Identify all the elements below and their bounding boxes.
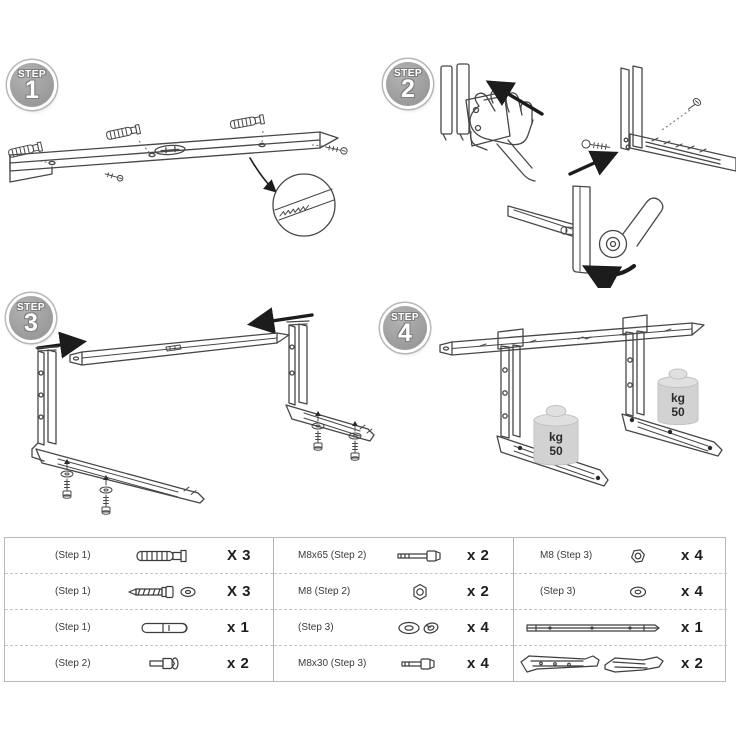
part-qty: x 2 xyxy=(681,655,704,672)
side-bolt-icon xyxy=(561,227,573,235)
part-qty: x 1 xyxy=(227,619,250,636)
bracket-lower xyxy=(508,186,590,273)
table-row xyxy=(274,645,513,681)
part-qty: x 2 xyxy=(467,547,490,564)
m8x65-bolt-icon xyxy=(384,548,455,564)
table-row xyxy=(5,538,273,573)
support-bracket-right xyxy=(286,321,374,441)
cross-rail xyxy=(440,323,704,355)
direction-arrow xyxy=(490,83,542,114)
bolt-washer-set xyxy=(312,411,324,450)
part-qty: x 2 xyxy=(227,655,250,672)
hex-bolt-icon xyxy=(115,654,215,674)
step-label: STEP xyxy=(16,301,46,313)
part-qty: x 4 xyxy=(681,583,704,600)
part-step-label: M8x30 (Step 3) xyxy=(298,658,367,669)
support-bracket-left xyxy=(32,347,204,503)
table-row xyxy=(514,609,727,645)
part-step-label: M8 (Step 2) xyxy=(298,586,351,597)
screw-icon xyxy=(104,171,123,181)
wrench-icon xyxy=(600,198,663,257)
wall-anchor-icon xyxy=(106,125,141,141)
table-row xyxy=(274,538,513,573)
step3-illustration xyxy=(0,285,392,535)
step-number: 1 xyxy=(25,75,39,104)
washer-pair-icon xyxy=(384,619,455,637)
bracket-arm-pair-icon xyxy=(514,650,669,678)
table-row xyxy=(514,538,727,573)
wall-bracket-vertical xyxy=(441,64,469,140)
wall-anchor-icon xyxy=(115,547,215,565)
m8x30-bolt-icon xyxy=(384,656,455,672)
table-row xyxy=(274,573,513,609)
part-step-label: (Step 1) xyxy=(55,622,91,633)
table-row xyxy=(5,573,273,609)
hex-bolt-icon xyxy=(581,139,610,151)
part-step-label: (Step 1) xyxy=(55,586,91,597)
part-step-label: (Step 2) xyxy=(55,658,91,669)
step-number: 4 xyxy=(398,318,412,347)
table-row xyxy=(5,645,273,681)
table-row xyxy=(274,609,513,645)
svg-text:kg: kg xyxy=(548,430,564,444)
parts-column-3 xyxy=(513,538,727,681)
m8-nut-icon xyxy=(606,548,669,564)
svg-text:50: 50 xyxy=(671,405,685,419)
weight-50kg xyxy=(658,369,698,425)
part-qty: x 4 xyxy=(681,547,704,564)
detail-circle xyxy=(250,158,335,236)
part-qty: x 4 xyxy=(467,619,490,636)
part-step-label: M8 (Step 3) xyxy=(540,550,593,561)
svg-text:kg: kg xyxy=(670,391,686,405)
cross-rail-icon xyxy=(514,621,669,635)
parts-column-1 xyxy=(5,538,273,681)
m8-nut-icon xyxy=(384,583,455,601)
direction-arrow xyxy=(570,154,614,174)
step-label: STEP xyxy=(390,311,420,323)
washer-icon xyxy=(606,585,669,599)
parts-table xyxy=(4,537,726,682)
rotation-arrow xyxy=(589,266,634,275)
table-row xyxy=(5,609,273,645)
parts-column-2 xyxy=(273,538,513,681)
direction-arrow xyxy=(252,315,312,324)
step-label: STEP xyxy=(393,67,423,79)
table-row xyxy=(514,645,727,681)
wall-anchor-icon xyxy=(8,142,43,158)
part-qty: X 3 xyxy=(227,547,252,564)
step-label: STEP xyxy=(17,68,47,80)
part-step-label: (Step 3) xyxy=(540,586,576,597)
wall-anchor-icon xyxy=(230,115,265,130)
part-step-label: (Step 3) xyxy=(298,622,334,633)
step-number: 3 xyxy=(24,308,38,337)
cross-rail xyxy=(70,333,289,365)
table-row xyxy=(514,573,727,609)
svg-text:50: 50 xyxy=(549,444,563,458)
part-step-label: (Step 1) xyxy=(55,550,91,561)
part-qty: X 3 xyxy=(227,583,252,600)
screw-icon xyxy=(325,144,348,155)
step4-illustration xyxy=(370,290,736,510)
spacer-sleeve-icon xyxy=(115,620,215,636)
part-qty: x 1 xyxy=(681,619,704,636)
step2-illustration xyxy=(380,40,736,288)
mounting-rail xyxy=(10,132,338,182)
lag-screw-washer-icon xyxy=(115,583,215,601)
part-step-label: M8x65 (Step 2) xyxy=(298,550,367,561)
step1-illustration xyxy=(0,50,370,250)
part-qty: x 2 xyxy=(467,583,490,600)
step-number: 2 xyxy=(401,74,415,103)
magnified-serration xyxy=(275,189,334,220)
weight-50kg xyxy=(534,406,578,466)
part-qty: x 4 xyxy=(467,655,490,672)
